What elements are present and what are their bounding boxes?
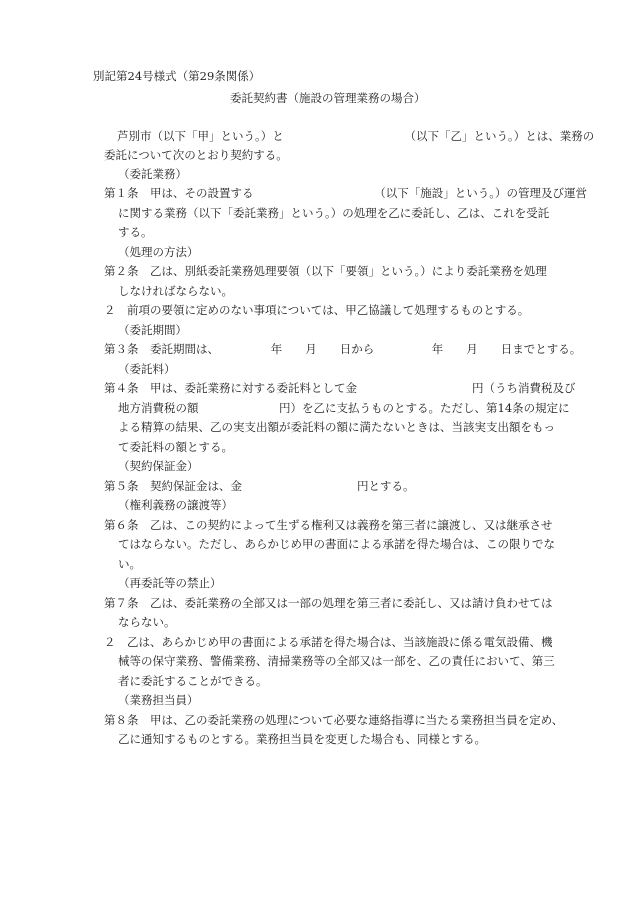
section-heading: （処理の方法） [118, 245, 199, 259]
text-line: て委託料の額とする。 [118, 440, 233, 454]
section-heading: （委託期間） [118, 323, 187, 337]
article: 第８条 甲は、乙の委託業務の処理について必要な連絡指導に当たる業務担当員を定め、 [104, 713, 564, 727]
article: 第４条 甲は、委託業務に対する委託料として金 円（うち消費税及び [104, 381, 576, 395]
article: 第５条 契約保証金は、金 円とする。 [104, 479, 415, 493]
text-line: に関する業務（以下「委託業務」という。）の処理を乙に委託し、乙は、これを受託 [118, 206, 550, 220]
text-line: よる精算の結果、乙の実支出額が委託料の額に満たないときは、当該実支出額をもっ [118, 420, 555, 434]
section-heading: （業務担当員） [118, 693, 199, 707]
section-heading: （契約保証金） [118, 459, 199, 473]
section-heading: （権利義務の譲渡等） [118, 498, 233, 512]
text-line: 乙に通知するものとする。業務担当員を変更した場合も、同様とする。 [118, 732, 486, 746]
paragraph: ２ 前項の要領に定めのない事項については、甲乙協議して処理するものとする。 [104, 303, 530, 317]
section-heading: （再委託等の禁止） [118, 576, 222, 590]
text-line: ならない。 [118, 615, 176, 629]
text-line: する。 [118, 225, 153, 239]
article: 第７条 乙は、委託業務の全部又は一部の処理を第三者に委託し、又は請け負わせては [104, 596, 553, 610]
article: 第３条 委託期間は、 年 月 日から 年 月 日までとする。 [104, 342, 582, 356]
text-line: 械等の保守業務、警備業務、清掃業務等の全部又は一部を、乙の責任において、第三 [118, 654, 555, 668]
article: 第１条 甲は、その設置する （以下「施設」という。）の管理及び運営 [104, 186, 587, 200]
form-header: 別記第24号様式（第29条関係） [93, 69, 261, 83]
text-line: 地方消費税の額 円）を乙に支払うものとする。ただし、第14条の規定に [118, 401, 570, 415]
text-line: い。 [118, 557, 141, 571]
section-heading: （委託業務） [118, 167, 187, 181]
section-heading: （委託料） [118, 362, 176, 376]
text-line: てはならない。ただし、あらかじめ甲の書面による承諾を得た場合は、この限りでな [118, 537, 555, 551]
article: 第２条 乙は、別紙委託業務処理要領（以下「要領」という。）により委託業務を処理 [104, 264, 547, 278]
text-line: 委託について次のとおり契約する。 [104, 148, 288, 162]
article: 第６条 乙は、この契約によって生ずる権利又は義務を第三者に譲渡し、又は継承させ [104, 518, 553, 532]
text-line: しなければならない。 [118, 284, 233, 298]
text-line: 者に委託することができる。 [118, 674, 268, 688]
text-line: 芦別市（以下「甲」という。）と （以下「乙」という。）とは、業務の [117, 129, 595, 143]
document-title: 委託契約書（施設の管理業務の場合） [230, 91, 426, 105]
paragraph: ２ 乙は、あらかじめ甲の書面による承諾を得た場合は、当該施設に係る電気設備、機 [104, 635, 553, 649]
